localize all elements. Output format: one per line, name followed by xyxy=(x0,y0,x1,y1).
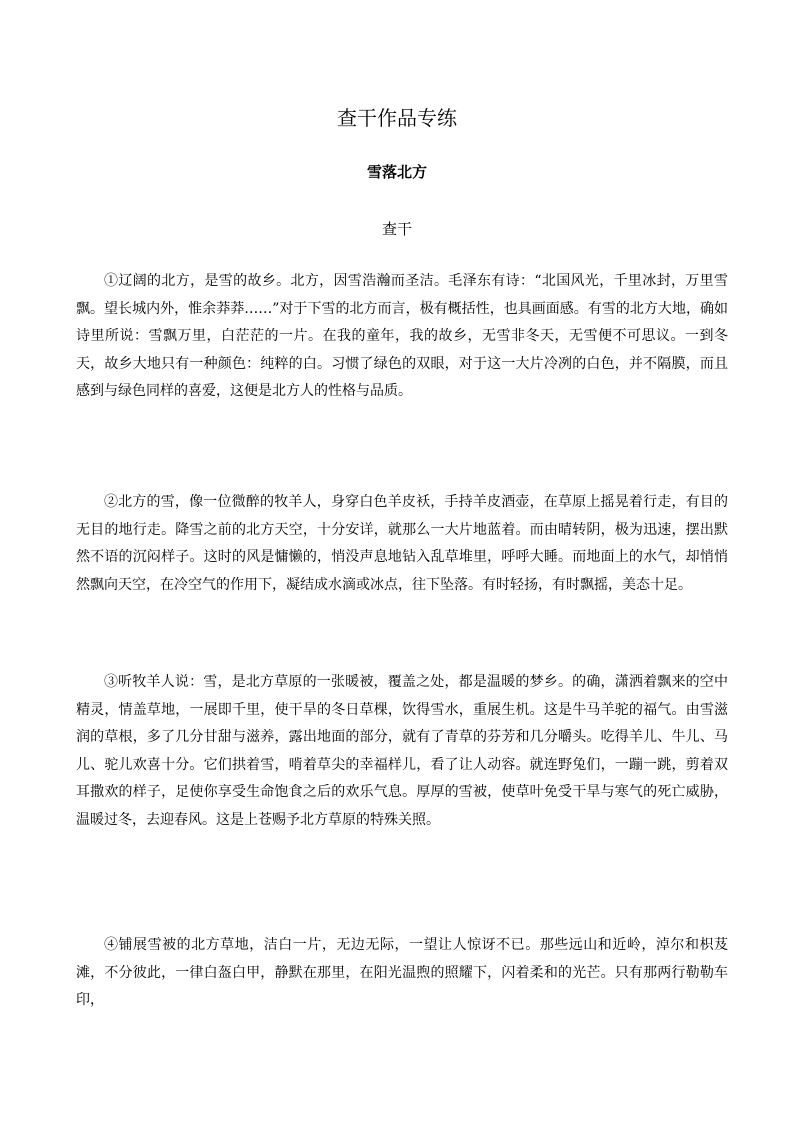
author-name: 查干 xyxy=(381,220,412,238)
paragraph-4: ④铺展雪被的北方草地，洁白一片，无边无际，一望让人惊讶不已。那些远山和近岭，淖尔和枳芨滩，不分彼此，一律白盔白甲，静默在那里，在阳光温煦的照耀下，闪着柔和的光芒。只有那两行勒勒车印， xyxy=(76,937,728,1008)
paragraph-2: ②北方的雪，像一位微醉的牧羊人，身穿白色羊皮袄，手持羊皮酒壶，在草原上摇晃着行走，有目的无目的地行走。降雪之前的北方天空，十分安详，就那么一大片地蓝着。而由晴转阴，极为迅速，摆出默然不语的沉闷样子。这时的风是慵懒的，悄没声息地钻入乱草堆里，呼呼大睡。而地面上的水气，却悄悄然飘向天空，在冷空气的作用下，凝结成水滴或冰点，往下坠落。有时轻扬，有时飘摇，美态十足。 xyxy=(76,494,728,593)
paragraph-3: ③听牧羊人说：雪，是北方草原的一张暖被，覆盖之处，都是温暖的梦乡。的确，潇洒着飘来的空中精灵，情盖草地，一展即千里，使干旱的冬日草棵，饮得雪水，重展生机。这是牛马羊驼的福气。由雪滋润的草根，多了几分甘甜与滋养，露出地面的部分，就有了青草的芬芳和几分嚼头。吃得羊儿、牛儿、马儿、驼儿欢喜十分。它们拱着雪，啃着草尖的幸福样儿，看了让人动容。就连野兔们，一蹦一跳，剪着双耳撒欢的样子，足使你享受生命饱食之后的欢乐气息。厚厚的雪被，使草叶免受干旱与寒气的死亡威胁，温暖过冬，去迎春风。这是上苍赐予北方草原的特殊关照。 xyxy=(76,674,728,828)
paragraph-1: ①辽阔的北方，是雪的故乡。北方，因雪浩瀚而圣洁。毛泽东有诗：“北国风光，千里冰封，万里雪飘。望长城内外，惟余莽莽……”对于下雪的北方而言，极有概括性，也具画面感。有雪的北方大地，确如诗里所说：雪飘万里，白茫茫的一片。在我的童年，我的故乡，无雪非冬天，无雪便不可思议。一到冬天，故乡大地只有一种颜色：纯粹的白。习惯了绿色的双眼，对于这一大片冷冽的白色，并不隔膜，而且感到与绿色同样的喜爱，这便是北方人的性格与品质。 xyxy=(76,273,728,399)
document-title: 查干作品专练 xyxy=(337,106,457,130)
article-title: 雪落北方 xyxy=(366,163,427,181)
